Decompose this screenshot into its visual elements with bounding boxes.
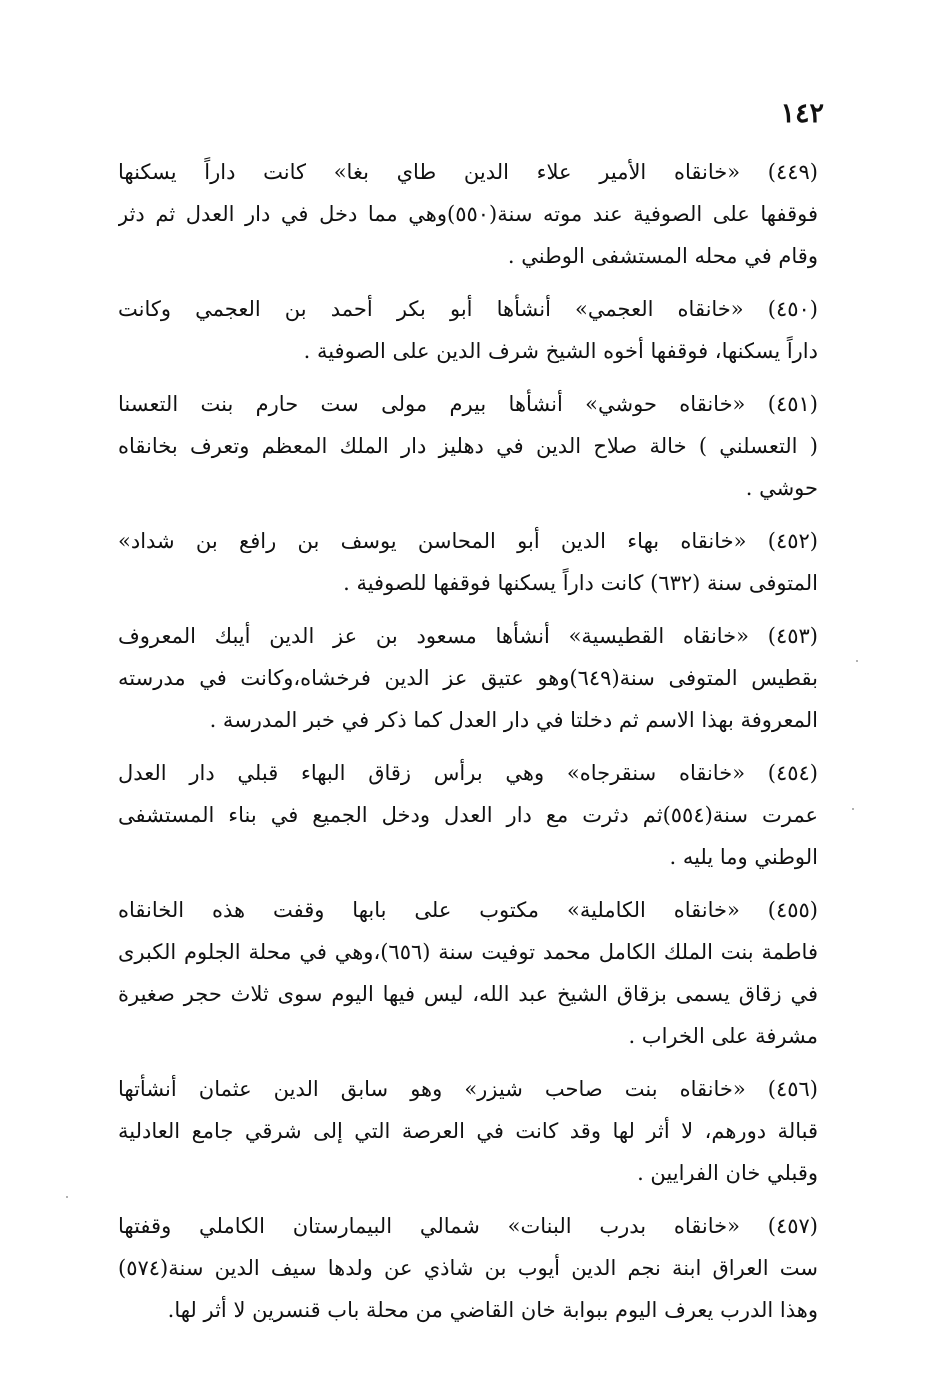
entry-line: ست العراق ابنة نجم الدين أيوب بن شاذي عن ولدها سيف الدين سنة(٥٧٤) xyxy=(118,1256,818,1280)
entry-line: ( التعسلني ) خالة صلاح الدين في دهليز دار الملك المعظم وتعرف بخانقاه xyxy=(118,434,818,458)
entry-452 xyxy=(118,520,818,604)
entry-457 xyxy=(118,1205,818,1331)
entry-line: (٤٥٥) «خانقاه الكاملية» مكتوب على بابها وقفت هذه الخانقاه xyxy=(118,898,818,922)
entry-line: المعروفة بهذا الاسم ثم دخلتا في دار العدل كما ذكر في خبر المدرسة . xyxy=(209,708,818,732)
entry-line: مشرفة على الخراب . xyxy=(628,1024,818,1048)
entry-line: عمرت سنة(٥٥٤)ثم دثرت مع دار العدل ودخل الجميع في بناء المستشفى xyxy=(118,803,818,827)
entry-line: (٤٤٩) «خانقاه الأمير علاء الدين طاي بغا» كانت داراً يسكنها xyxy=(118,160,818,184)
entry-453 xyxy=(118,615,818,741)
entry-line: الوطني وما يليه . xyxy=(669,845,818,869)
entry-line: (٤٥٠) «خانقاه العجمي» أنشأها أبو بكر أحمد بن العجمي وكانت xyxy=(118,297,818,321)
entry-line: وقبلي خان الفرايين . xyxy=(637,1161,818,1185)
entry-line: (٤٥٧) «خانقاه بدرب البنات» شمالي البيمارستان الكاملي وقفتها xyxy=(118,1214,818,1238)
entry-line: (٤٥١) «خانقاه حوشي» أنشأها بيرم مولى ست حارم بنت التعسنا xyxy=(118,392,818,416)
entry-line: المتوفى سنة (٦٣٢) كانت داراً يسكنها فوقفها للصوفية . xyxy=(343,571,818,595)
entry-451 xyxy=(118,383,818,509)
page-number: ١٤٢ xyxy=(780,98,824,129)
entry-454 xyxy=(118,752,818,878)
page-body xyxy=(118,151,818,1342)
entry-455 xyxy=(118,889,818,1057)
entry-449 xyxy=(118,151,818,277)
entry-line: وهذا الدرب يعرف اليوم ببوابة خان القاضي من محلة باب قنسرين لا أثر لها. xyxy=(167,1298,818,1322)
entry-line: (٤٥٢) «خانقاه بهاء الدين أبو المحاسن يوسف بن رافع بن شداد» xyxy=(118,529,818,553)
entry-line: (٤٥٣) «خانقاه القطيسية» أنشأها مسعود بن عز الدين أيبك المعروف xyxy=(118,624,818,648)
entry-line: بقطيس المتوفى سنة(٦٤٩)وهو عتيق عز الدين فرخشاه،وكانت في مدرسته xyxy=(118,666,818,690)
entry-line: فوقفها على الصوفية عند موته سنة(٥٥٠)وهي مما دخل في دار العدل ثم دثر xyxy=(118,202,818,226)
scan-speck xyxy=(66,1196,68,1198)
scan-speck xyxy=(852,808,854,810)
entry-line: قبالة دورهم، لا أثر لها وقد كانت في العرصة التي إلى شرقي جامع العادلية xyxy=(118,1119,818,1143)
entry-line: داراً يسكنها، فوقفها أخوه الشيخ شرف الدين على الصوفية . xyxy=(303,339,818,363)
entry-line: (٤٥٦) «خانقاه بنت صاحب شيزر» وهو سابق الدين عثمان أنشأتها xyxy=(118,1077,818,1101)
entry-450 xyxy=(118,288,818,372)
entry-456 xyxy=(118,1068,818,1194)
entry-line: وقام في محله المستشفى الوطني . xyxy=(507,244,818,268)
entry-line: في زقاق يسمى بزقاق الشيخ عبد الله، ليس فيها اليوم سوى ثلاث حجر صغيرة xyxy=(118,982,818,1006)
entry-line: فاطمة بنت الملك الكامل محمد توفيت سنة (٦٥٦)،وهي في محلة الجلوم الكبرى xyxy=(118,940,818,964)
entry-line: (٤٥٤) «خانقاه سنقرجاه» وهي برأس زقاق البهاء قبلي دار العدل xyxy=(118,761,818,785)
entry-line: حوشي . xyxy=(745,476,818,500)
scan-speck xyxy=(856,660,858,662)
